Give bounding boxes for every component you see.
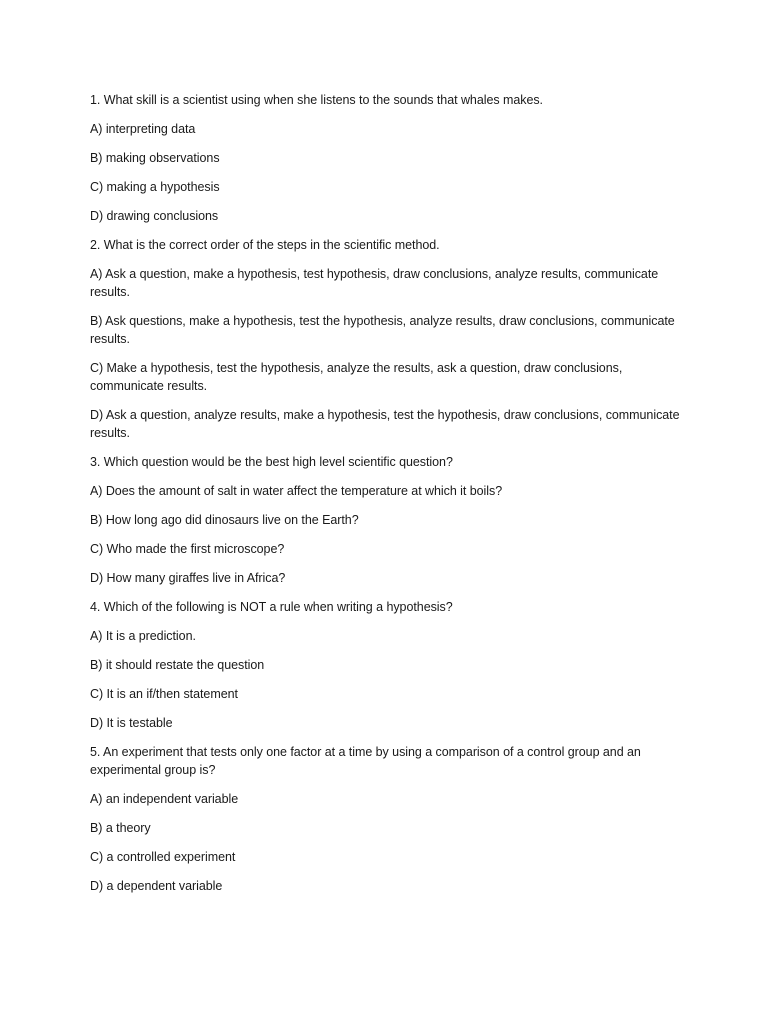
question-text: 2. What is the correct order of the steps in the scientific method. <box>90 238 440 252</box>
answer-option-d: D) a dependent variable <box>90 879 223 893</box>
answer-option-b: B) a theory <box>90 821 151 835</box>
answer-option-c: C) making a hypothesis <box>90 180 220 194</box>
question-2 <box>90 236 680 442</box>
question-5 <box>90 743 680 895</box>
answer-option-a: A) Ask a question, make a hypothesis, test hypothesis, draw conclusions, analyze results, communicate results. <box>90 267 659 299</box>
answer-option-c: C) It is an if/then statement <box>90 687 238 701</box>
question-text: 1. What skill is a scientist using when she listens to the sounds that whales makes. <box>90 93 543 107</box>
answer-option-d: D) Ask a question, analyze results, make a hypothesis, test the hypothesis, draw conclusions, communicate results. <box>90 408 680 440</box>
answer-option-a: A) Does the amount of salt in water affect the temperature at which it boils? <box>90 484 503 498</box>
question-text: 5. An experiment that tests only one factor at a time by using a comparison of a control group and an experimental group is? <box>90 745 641 777</box>
answer-option-b: B) Ask questions, make a hypothesis, test the hypothesis, analyze results, draw conclusions, communicate results. <box>90 314 675 346</box>
answer-option-c: C) Who made the first microscope? <box>90 542 285 556</box>
answer-option-b: B) How long ago did dinosaurs live on the Earth? <box>90 513 359 527</box>
question-3 <box>90 453 680 587</box>
question-1 <box>90 91 680 225</box>
answer-option-a: A) interpreting data <box>90 122 196 136</box>
answer-option-d: D) How many giraffes live in Africa? <box>90 571 286 585</box>
answer-option-c: C) Make a hypothesis, test the hypothesis, analyze the results, ask a question, draw conclusions, communicate results. <box>90 361 623 393</box>
worksheet-page <box>90 91 680 906</box>
question-text: 3. Which question would be the best high level scientific question? <box>90 455 453 469</box>
answer-option-d: D) It is testable <box>90 716 173 730</box>
answer-option-b: B) it should restate the question <box>90 658 265 672</box>
answer-option-d: D) drawing conclusions <box>90 209 219 223</box>
answer-option-c: C) a controlled experiment <box>90 850 236 864</box>
answer-option-a: A) an independent variable <box>90 792 239 806</box>
question-text: 4. Which of the following is NOT a rule when writing a hypothesis? <box>90 600 453 614</box>
answer-option-b: B) making observations <box>90 151 220 165</box>
question-4 <box>90 598 680 732</box>
answer-option-a: A) It is a prediction. <box>90 629 196 643</box>
